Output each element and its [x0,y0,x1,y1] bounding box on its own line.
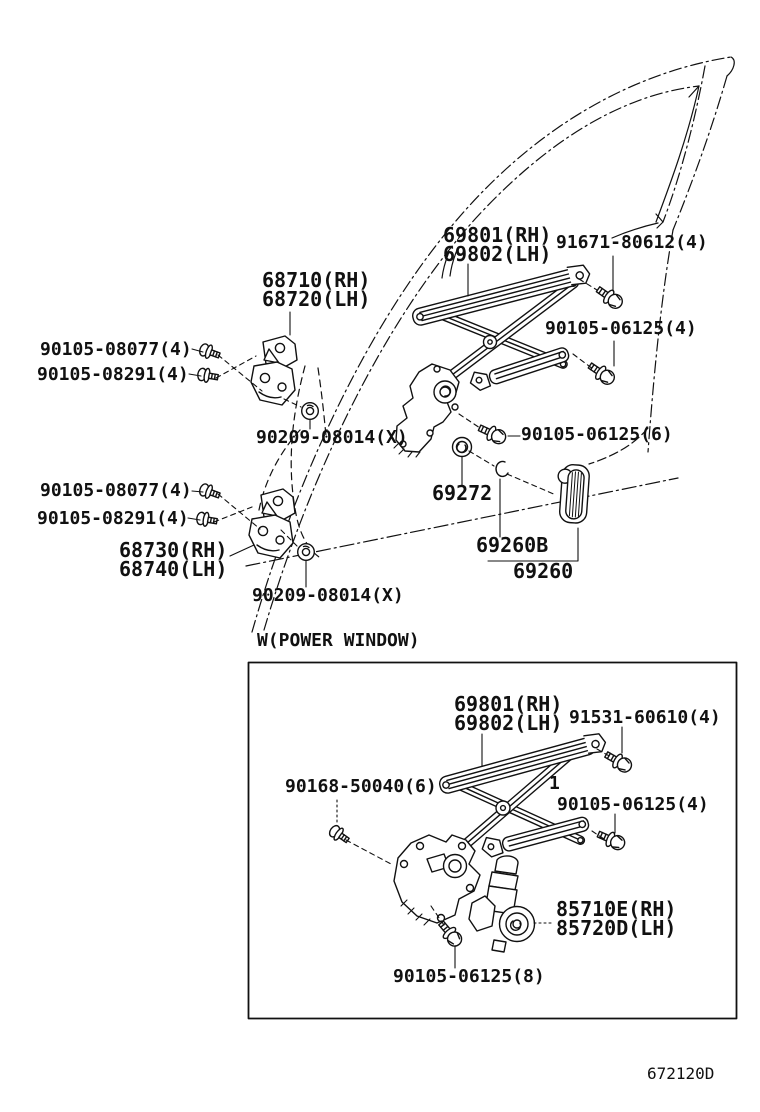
figure-code: 672120D [647,1064,715,1083]
label-motor: 85710E(RH) 85720D(LH) [556,897,677,940]
nut-08014-lower [298,544,315,561]
label-bolt-06125-4-power: 90105-06125(4) [557,794,709,815]
nut-08014-upper [302,403,319,420]
power-window-title: W(POWER WINDOW) [257,630,420,651]
label-callout-1: 1 [549,773,560,794]
bolt-06125-4 [586,359,618,387]
regulator-pivot [484,336,497,349]
label-bolt-08291-lower: 90105-08291(4) [37,508,189,529]
bolt-06125-8 [435,918,465,949]
bolt-06125-6 [476,421,508,447]
hinge-upper [251,336,297,405]
label-hinge-upper: 68710(RH) 68720(LH) [262,268,371,311]
glass-run-69260 [555,464,590,524]
label-bolt-08077-lower: 90105-08077(4) [40,480,192,501]
regulator-base-plate-power [394,835,480,925]
power-window-motor [469,856,535,952]
label-glass-run: 69260 [513,559,574,583]
label-regulator-power: 69801(RH) 69802(LH) [454,692,563,735]
label-screw-90168: 90168-50040(6) [285,776,437,797]
hinge-lower [249,489,295,558]
label-bolt-06125-4: 90105-06125(4) [545,318,697,339]
label-nut-08014-upper: 90209-08014(X) [256,427,408,448]
label-bolt-08291-upper: 90105-08291(4) [37,364,189,385]
label-bolt-91531: 91531-60610(4) [569,707,721,728]
bolt-06125-4-power [595,827,627,852]
label-nut-08014-lower: 90209-08014(X) [252,585,404,606]
label-regulator-main: 69801(RH) 69802(LH) [443,223,552,266]
bolt-91531 [602,748,634,775]
bolt-91671 [594,283,626,312]
label-bolt-91671: 91671-80612(4) [556,232,708,253]
clip-69260b [496,461,508,476]
label-glass-run-clip: 69260B [476,533,549,557]
grommet-69272 [453,438,472,457]
label-bolt-06125-6: 90105-06125(6) [521,424,673,445]
label-bolt-08077-upper: 90105-08077(4) [40,339,192,360]
label-grommet-69272: 69272 [432,481,493,505]
screw-90168 [327,823,352,846]
label-bolt-06125-8: 90105-06125(8) [393,966,545,987]
label-hinge-lower: 68730(RH) 68740(LH) [119,538,228,581]
